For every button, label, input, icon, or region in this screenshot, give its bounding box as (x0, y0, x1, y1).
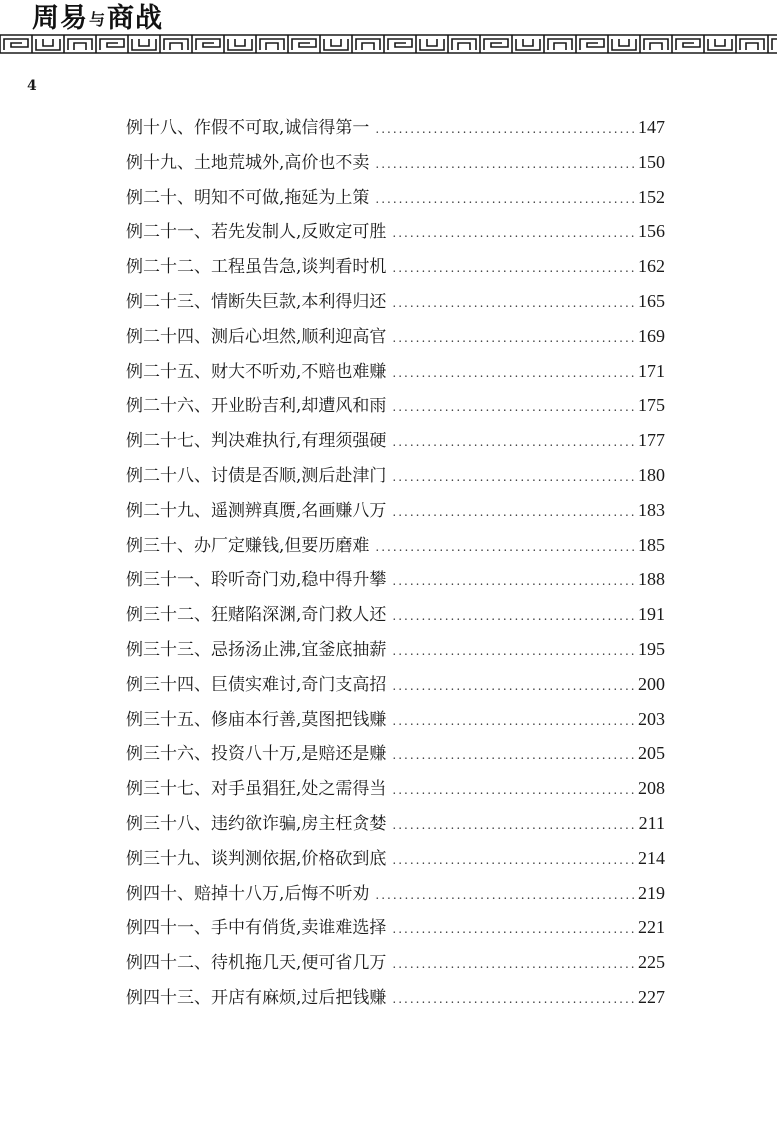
toc-entry (120, 562, 665, 597)
toc-dot-leader (375, 878, 636, 913)
toc-entry (120, 319, 665, 354)
toc-dot-leader (392, 216, 636, 251)
toc-dot-leader (392, 286, 636, 321)
toc-entry-title: 例三十九、谈判测依据,价格砍到底 (126, 848, 387, 869)
toc-entry-page: 225 (638, 952, 665, 973)
toc-entry (120, 493, 665, 528)
toc-entry-title: 例三十五、修庙本行善,莫图把钱赚 (126, 709, 387, 730)
toc-entry-page: 150 (638, 151, 665, 172)
toc-dot-leader (375, 112, 636, 147)
toc-entry-title: 例二十三、情断失巨款,本利得归还 (126, 291, 387, 312)
toc-entry-page: 156 (638, 221, 665, 242)
toc-entry-page: 227 (638, 986, 665, 1007)
toc-dot-leader (392, 495, 636, 530)
toc-entry (120, 214, 665, 249)
running-header (0, 0, 777, 60)
toc-entry (120, 249, 665, 284)
toc-entry-title: 例四十三、开店有麻烦,过后把钱赚 (126, 987, 387, 1008)
toc-entry-page: 177 (638, 430, 665, 451)
toc-entry (120, 180, 665, 215)
toc-entry-title: 例二十九、遥测辨真赝,名画赚八万 (126, 500, 387, 521)
toc-entry-title: 例二十一、若先发制人,反败定可胜 (126, 222, 387, 243)
toc-entry-page: 191 (638, 604, 665, 625)
toc-dot-leader (392, 321, 636, 356)
toc-entry (120, 388, 665, 423)
toc-entry-page: 200 (638, 673, 665, 694)
toc-dot-leader (392, 947, 636, 982)
toc-entry-page: 162 (638, 256, 665, 277)
toc-dot-leader (392, 738, 636, 773)
toc-entry-title: 例二十二、工程虽告急,谈判看时机 (126, 257, 387, 278)
toc-entry-page: 221 (638, 917, 665, 938)
book-title-connector: 与 (89, 10, 107, 29)
toc-entry-page: 183 (638, 499, 665, 520)
toc-entry-page: 152 (638, 186, 665, 207)
toc-entry-title: 例十八、作假不可取,诚信得第一 (126, 118, 370, 138)
toc-dot-leader (392, 634, 636, 669)
toc-entry (120, 458, 665, 493)
toc-entry (120, 841, 665, 876)
toc-entry (120, 284, 665, 319)
toc-entry-page: 188 (638, 569, 665, 590)
toc-entry (120, 632, 665, 667)
toc-entry-page: 185 (638, 534, 665, 555)
toc-entry-page: 165 (638, 290, 665, 311)
toc-entry (120, 736, 665, 771)
toc-dot-leader (392, 843, 636, 878)
toc-entry-title: 例四十二、待机拖几天,便可省几万 (126, 953, 387, 974)
toc-entry-title: 例二十四、测后心坦然,顺利迎高官 (126, 326, 387, 347)
toc-dot-leader (392, 390, 636, 425)
toc-dot-leader (392, 599, 636, 634)
toc-entry (120, 945, 665, 980)
toc-entry-title: 例四十、赔掉十八万,后悔不听劝 (126, 883, 370, 904)
toc-entry-title: 例四十一、手中有俏货,卖谁难选择 (126, 918, 387, 939)
toc-entry-page: 180 (638, 464, 665, 485)
toc-entry-title: 例三十二、狂赌陷深渊,奇门救人还 (126, 605, 387, 626)
book-title-part2: 商战 (107, 3, 164, 34)
toc-entry (120, 702, 665, 737)
toc-dot-leader (375, 182, 636, 217)
toc-entry-page: 205 (638, 743, 665, 764)
toc-entry-title: 例三十三、忌扬汤止沸,宜釜底抽薪 (126, 639, 387, 660)
toc-dot-leader (392, 251, 636, 286)
toc-entry (120, 528, 665, 563)
book-title-part1: 周易 (32, 3, 88, 34)
toc-dot-leader (392, 808, 636, 843)
toc-entry-page: 219 (638, 882, 665, 903)
toc-entry-title: 例三十六、投资八十万,是赔还是赚 (126, 744, 387, 765)
toc-entry-title: 例三十七、对手虽猖狂,处之需得当 (126, 779, 387, 800)
toc-dot-leader (392, 773, 636, 808)
toc-dot-leader (392, 912, 636, 947)
toc-entry-page: 208 (638, 778, 665, 799)
toc-entry (120, 110, 665, 145)
toc-dot-leader (392, 425, 636, 460)
toc-entry-title: 例三十、办厂定赚钱,但要历磨难 (126, 535, 370, 556)
toc-entry (120, 876, 665, 911)
toc-dot-leader (392, 460, 636, 495)
toc-entry-title: 例二十八、讨债是否顺,测后赴津门 (126, 465, 387, 486)
toc-entry-title: 例三十八、违约欲诈骗,房主枉贪婪 (126, 813, 387, 834)
toc-dot-leader (392, 982, 636, 1017)
toc-entry-page: 169 (638, 325, 665, 346)
toc-entry (120, 771, 665, 806)
toc-entry (120, 423, 665, 458)
toc-entry-page: 175 (638, 395, 665, 416)
toc-entry-page: 214 (638, 847, 665, 868)
toc-entry (120, 806, 665, 841)
page-number: 4 (27, 78, 37, 94)
toc-entry-page: 147 (638, 117, 665, 137)
toc-dot-leader (392, 356, 636, 391)
toc-dot-leader (375, 147, 636, 182)
toc-entry (120, 667, 665, 702)
toc-entry-title: 例二十五、财大不听劝,不赔也难赚 (126, 361, 387, 382)
toc-entry (120, 980, 665, 1015)
toc-entry-title: 例三十一、聆听奇门劝,稳中得升攀 (126, 570, 387, 591)
toc-entry-title: 例三十四、巨债实难讨,奇门支高招 (126, 674, 387, 695)
toc-entry-title: 例十九、土地荒城外,高价也不卖 (126, 152, 370, 173)
book-title (32, 4, 163, 35)
toc-entry-title: 例二十六、开业盼吉利,却遭风和雨 (126, 396, 387, 417)
toc-dot-leader (392, 564, 636, 599)
toc-dot-leader (375, 530, 636, 565)
meander-border-ornament (0, 33, 777, 55)
toc-entry (120, 145, 665, 180)
toc-entry (120, 910, 665, 945)
toc-entry-page: 203 (638, 708, 665, 729)
toc-entry (120, 354, 665, 389)
toc-entry-title: 例二十七、判决难执行,有理须强硬 (126, 431, 387, 452)
toc-dot-leader (392, 704, 636, 739)
toc-entry-title: 例二十、明知不可做,拖延为上策 (126, 187, 370, 208)
toc-entry-page: 171 (638, 360, 665, 381)
toc-entry-page: 195 (638, 638, 665, 659)
toc-entry (120, 597, 665, 632)
toc-dot-leader (392, 669, 636, 704)
toc-entry-page: 211 (638, 812, 665, 833)
table-of-contents (120, 110, 665, 1015)
